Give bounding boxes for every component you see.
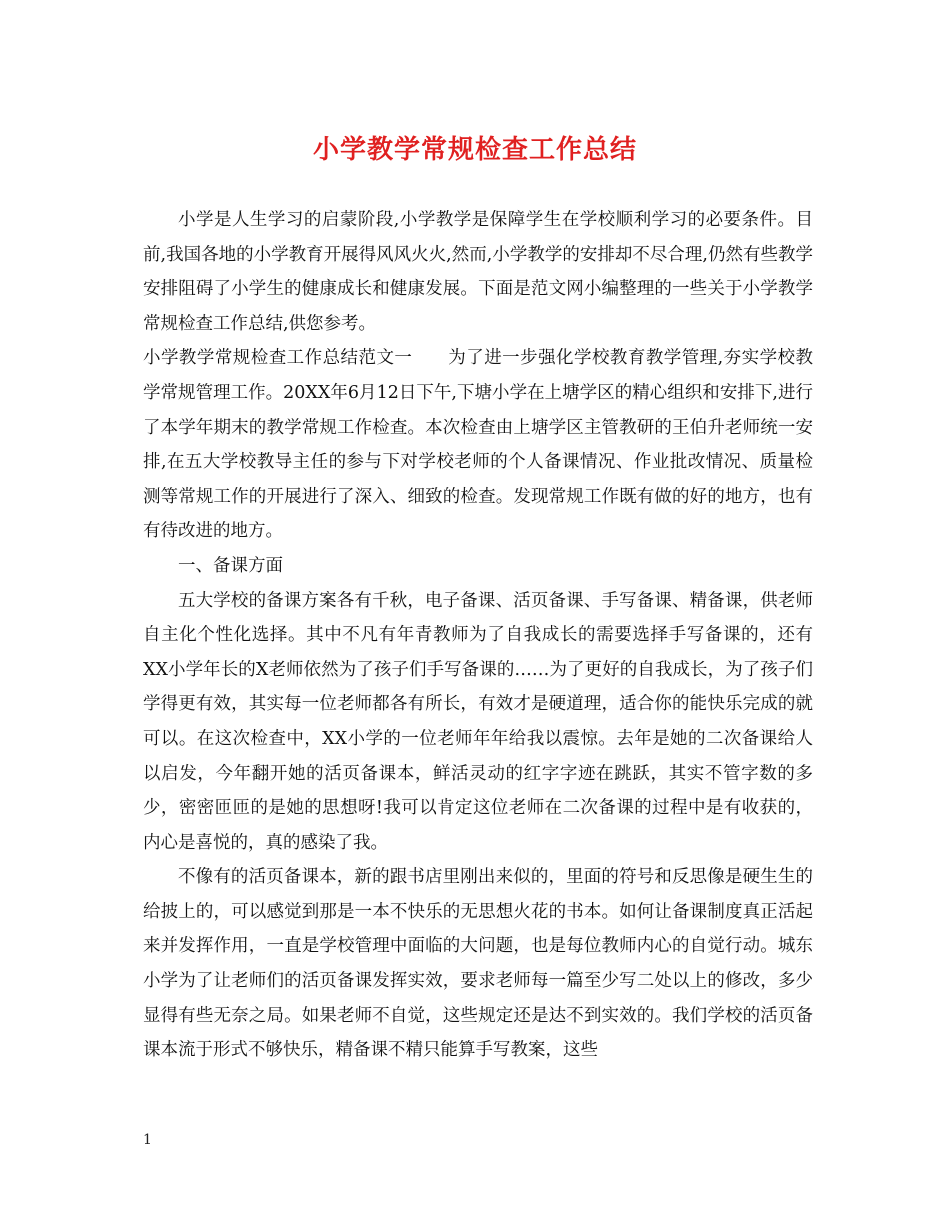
section-heading-lesson-prep: 一、备课方面	[178, 555, 283, 576]
intro-paragraph: 小学是人生学习的启蒙阶段,小学教学是保障学生在学校顺利学习的必要条件。目前,我国各地的小学教育开展得风风火火,然而,小学教学的安排却不尽合理,仍然有些教学安排阻碍了小学生的健康成长和健康发展。下面是范文网小编整理的一些关于小学教学常规检查工作总结,供您参考。	[143, 210, 813, 334]
sample-one-paragraph: 小学教学常规检查工作总结范文一 为了进一步强化学校教育教学管理,夯实学校教学常规管理工作。20XX年6月12日下午,下塘小学在上塘学区的精心组织和安排下,进行了本学年期末的教学常规工作检查。本次检查由上塘学区主管教研的王伯升老师统一安排,在五大学校教导主任的参与下对学校老师的个人备课情况、作业批改情况、质量检测等常规工作的开展进行了深入、细致的检查。发现常规工作既有做的好的地方，也有有待改进的地方。	[143, 348, 813, 542]
page-number: 1	[143, 1132, 152, 1148]
lesson-prep-paragraph: 五大学校的备课方案各有千秋，电子备课、活页备课、手写备课、精备课，供老师自主化个性化选择。其中不凡有年青教师为了自我成长的需要选择手写备课的，还有XX小学年长的X老师依然为了孩子们手写备课的……为了更好的自我成长，为了孩子们学得更有效，其实每一位老师都各有所长，有效才是硬道理，适合你的能快乐完成的就可以。在这次检查中，XX小学的一位老师年年给我以震惊。去年是她的二次备课给人以启发，今年翻开她的活页备课本，鲜活灵动的红字字迹在跳跃，其实不管字数的多少，密密匝匝的是她的思想呀!我可以肯定这位老师在二次备课的过程中是有收获的，内心是喜悦的，真的感染了我。	[143, 590, 813, 853]
loose-leaf-paragraph: 不像有的活页备课本，新的跟书店里刚出来似的，里面的符号和反思像是硬生生的给披上的，可以感觉到那是一本不快乐的无思想火花的书本。如何让备课制度真正活起来并发挥作用，一直是学校管理中面临的大问题，也是每位教师内心的自觉行动。城东小学为了让老师们的活页备课发挥实效，要求老师每一篇至少写二处以上的修改，多少显得有些无奈之局。如果老师不自觉，这些规定还是达不到实效的。我们学校的活页备课本流于形式不够快乐，精备课不精只能算手写教案，这些	[143, 867, 813, 1061]
document-title: 小学教学常规检查工作总结	[312, 135, 637, 165]
document-body	[143, 203, 813, 1068]
